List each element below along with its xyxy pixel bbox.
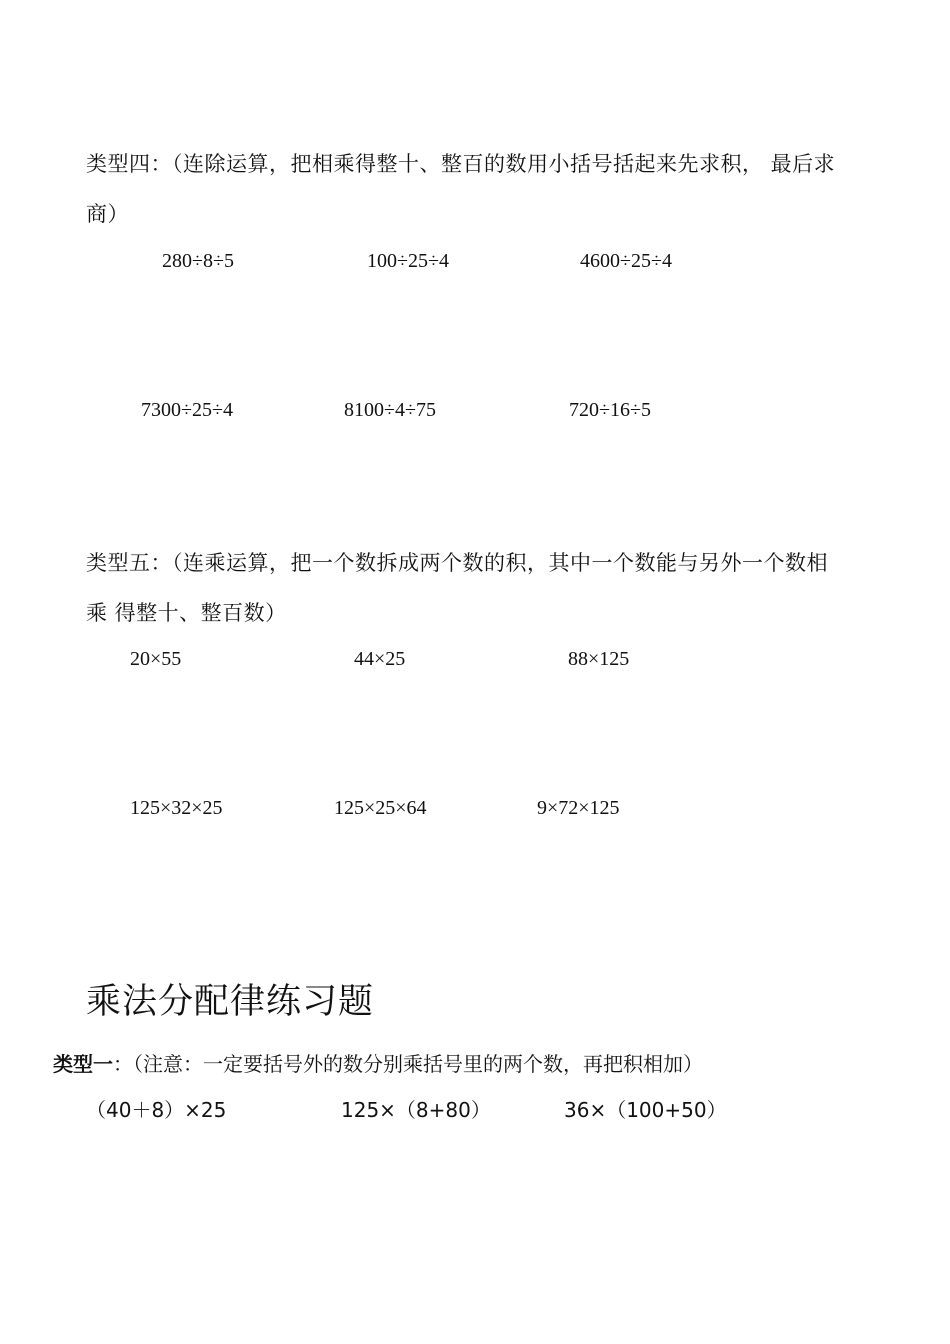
type4-problem-6: 720÷16÷5 (569, 399, 651, 421)
type4-problem-1: 280÷8÷5 (162, 250, 234, 272)
type5-heading-line2: 乘 得整十、整百数） (86, 601, 287, 625)
type1-heading (53, 1048, 703, 1077)
type4-problem-5: 8100÷4÷75 (344, 399, 436, 421)
type1-problem-3: 36×（100+50） (564, 1098, 727, 1122)
type5-problem-2: 44×25 (354, 648, 406, 670)
type1-problem-2: 125×（8+80） (341, 1098, 491, 1122)
section-title: 乘法分配律练习题 (86, 982, 375, 1022)
type1-problem-1: （40＋8）×25 (86, 1098, 227, 1122)
type5-problem-5: 125×25×64 (334, 797, 427, 819)
type4-heading-line1: 类型四：（连除运算，把相乘得整十、整百的数用小括号括起来先求积， 最后求 (86, 152, 836, 176)
type1-heading-rest: ：（注意：一定要括号外的数分别乘括号里的两个数，再把积相加） (113, 1052, 703, 1076)
type4-problem-3: 4600÷25÷4 (580, 250, 672, 272)
type4-heading-line2: 商） (86, 202, 129, 226)
type5-problem-3: 88×125 (568, 648, 630, 670)
type1-label: 类型一 (53, 1052, 113, 1076)
type5-problem-1: 20×55 (130, 648, 182, 670)
type4-problem-2: 100÷25÷4 (367, 250, 449, 272)
type5-heading-line1: 类型五：（连乘运算，把一个数拆成两个数的积，其中一个数能与另外一个数相 (86, 551, 828, 575)
type5-problem-4: 125×32×25 (130, 797, 223, 819)
type5-problem-6: 9×72×125 (537, 797, 620, 819)
type4-problem-4: 7300÷25÷4 (141, 399, 233, 421)
